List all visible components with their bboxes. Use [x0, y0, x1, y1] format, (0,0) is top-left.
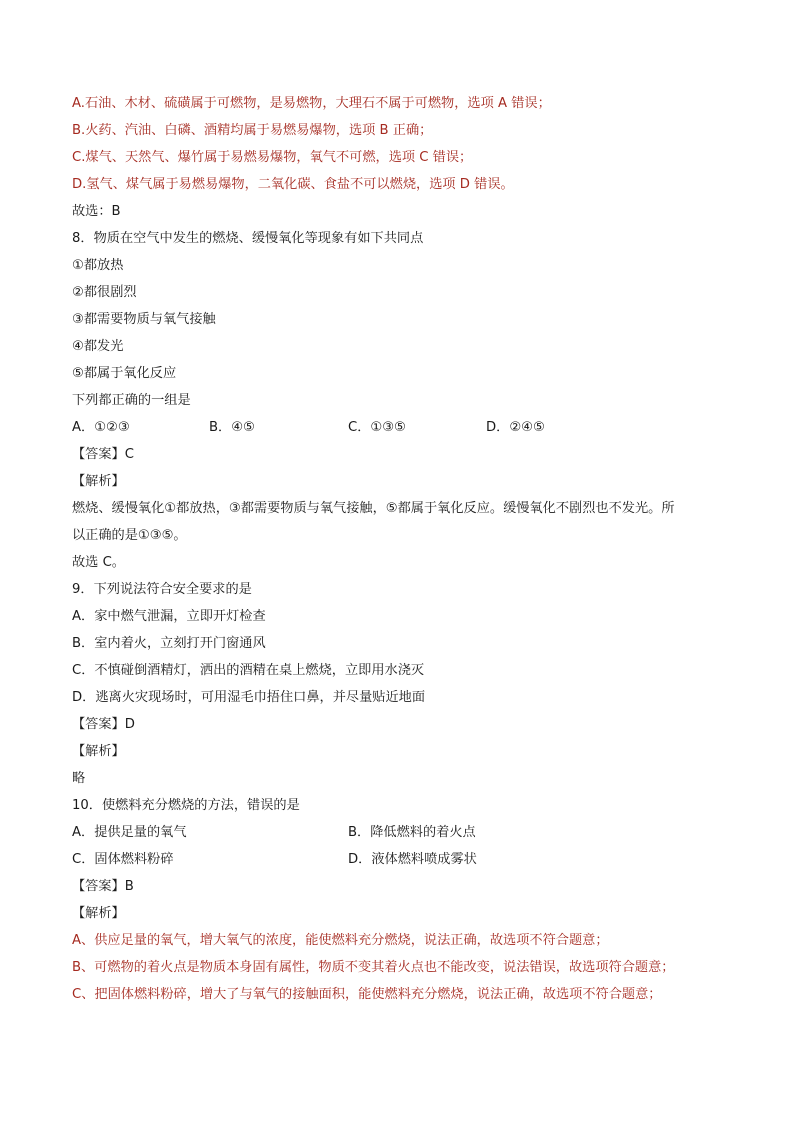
q10-option-b: B．降低燃料的着火点 [348, 825, 476, 840]
q8-stem: 8．物质在空气中发生的燃烧、缓慢氧化等现象有如下共同点 [72, 231, 424, 246]
q8-answer: 【答案】C [72, 447, 134, 462]
q7-analysis-a: A.石油、木材、硫磺属于可燃物，是易燃物，大理石不属于可燃物，选项 A 错误； [72, 96, 551, 111]
q8-question: 下列都正确的一组是 [72, 393, 191, 408]
q9-option-a: A．家中燃气泄漏，立即开灯检查 [72, 609, 266, 624]
q8-option-a: A．①②③ [72, 420, 130, 435]
q8-option-d: D．②④⑤ [486, 420, 545, 435]
q9-analysis-label: 【解析】 [72, 744, 125, 759]
q7-analysis-b: B.火药、汽油、白磷、酒精均属于易燃易爆物，选项 B 正确； [72, 123, 433, 138]
q9-analysis: 略 [72, 771, 86, 786]
q10-analysis-c: C、把固体燃料粉碎，增大了与氧气的接触面积，能使燃料充分燃烧，说法正确，故选项不符合题意； [72, 987, 662, 1002]
q7-conclusion: 故选：B [72, 204, 121, 219]
q10-analysis-a: A、供应足量的氧气，增大氧气的浓度，能使燃料充分燃烧，说法正确，故选项不符合题意； [72, 933, 609, 948]
q7-analysis-d: D.氢气、煤气属于易燃易爆物，二氧化碳、食盐不可以燃烧，选项 D 错误。 [72, 177, 514, 192]
q8-analysis-line-2: 以正确的是①③⑤。 [72, 528, 187, 543]
q10-analysis-b: B、可燃物的着火点是物质本身固有属性，物质不变其着火点也不能改变，说法错误，故选项符合题意； [72, 960, 675, 975]
document-page [72, 90, 724, 1008]
q10-analysis-label: 【解析】 [72, 906, 125, 921]
q8-analysis-label: 【解析】 [72, 474, 125, 489]
q9-option-d: D．逃离火灾现场时，可用湿毛巾捂住口鼻，并尽量贴近地面 [72, 690, 426, 705]
q10-stem: 10．使燃料充分燃烧的方法，错误的是 [72, 798, 300, 813]
q8-options [72, 414, 724, 441]
q9-option-b: B．室内着火，立刻打开门窗通风 [72, 636, 266, 651]
q8-option-b: B．④⑤ [209, 420, 255, 435]
q8-point-4: ④都发光 [72, 339, 124, 354]
q8-option-c: C．①③⑤ [348, 420, 406, 435]
q8-point-5: ⑤都属于氧化反应 [72, 366, 177, 381]
q10-option-d: D．液体燃料喷成雾状 [348, 852, 477, 867]
q10-option-a: A．提供足量的氧气 [72, 825, 187, 840]
q8-point-2: ②都很剧烈 [72, 285, 137, 300]
q9-stem: 9．下列说法符合安全要求的是 [72, 582, 252, 597]
q10-option-c: C．固体燃料粉碎 [72, 852, 174, 867]
q9-option-c: C．不慎碰倒酒精灯，洒出的酒精在桌上燃烧，立即用水浇灭 [72, 663, 425, 678]
q10-options-row-2 [72, 846, 724, 873]
q9-answer: 【答案】D [72, 717, 135, 732]
q8-conclusion: 故选 C。 [72, 555, 125, 570]
q7-analysis-c: C.煤气、天然气、爆竹属于易燃易爆物，氧气不可燃，选项 C 错误； [72, 150, 473, 165]
q8-analysis-line-1: 燃烧、缓慢氧化①都放热，③都需要物质与氧气接触，⑤都属于氧化反应。缓慢氧化不剧烈也不发光。所 [72, 501, 675, 516]
q10-answer: 【答案】B [72, 879, 134, 894]
q8-point-1: ①都放热 [72, 258, 124, 273]
q10-options-row-1 [72, 819, 724, 846]
q8-point-3: ③都需要物质与氧气接触 [72, 312, 216, 327]
